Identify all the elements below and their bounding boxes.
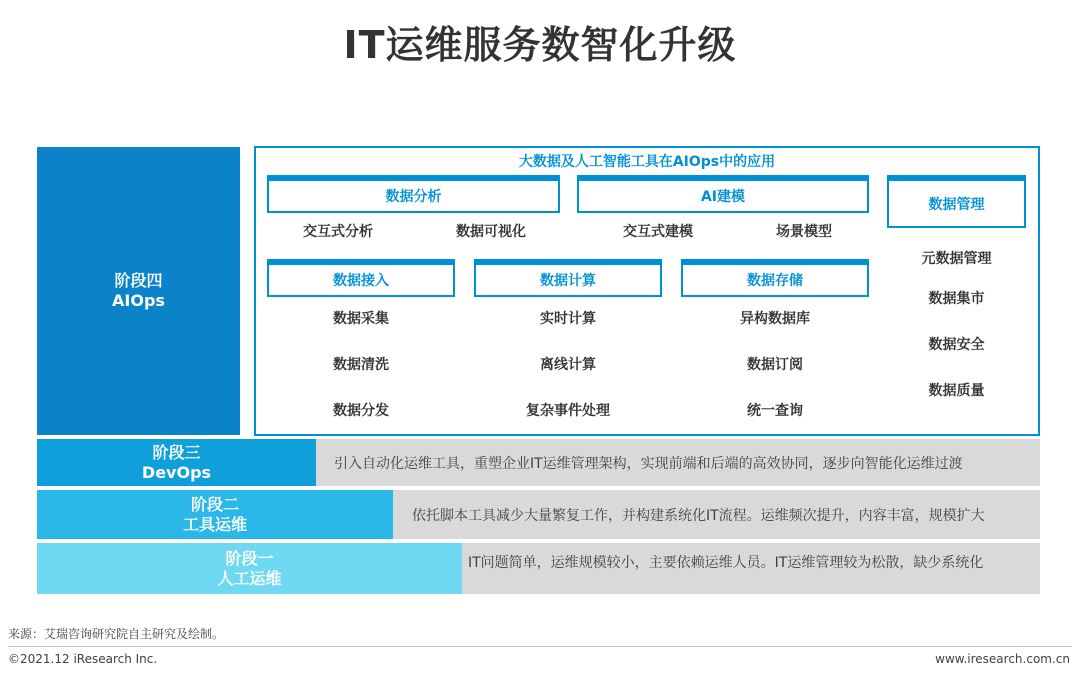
website-link[interactable]: www.iresearch.com.cn — [935, 652, 1070, 666]
stage4-label — [37, 147, 240, 435]
data-compute-item: 离线计算 — [540, 357, 596, 373]
stage1-label-line1: 阶段一 — [225, 548, 274, 568]
page-title: IT运维服务数智化升级 — [343, 23, 737, 67]
data-management-item: 数据安全 — [928, 337, 985, 353]
ai-modeling-item: 交互式建模 — [623, 224, 693, 240]
stage2-label-line1: 阶段二 — [190, 494, 239, 514]
copyright: ©2021.12 iResearch Inc. — [8, 652, 158, 666]
stage4-label-line2: AIOps — [112, 291, 165, 310]
data-storage-item: 统一查询 — [747, 403, 803, 419]
stage4-label-line1: 阶段四 — [114, 271, 163, 290]
data-compute-item: 实时计算 — [540, 311, 596, 327]
stage3-description: 引入自动化运维工具，重塑企业IT运维管理架构，实现前端和后端的高效协同，逐步向智能化运维过渡 — [316, 439, 1040, 486]
stage2-label-line2: 工具运维 — [182, 514, 247, 534]
data-compute-header: 数据计算 — [474, 259, 662, 297]
stage3-label-line1: 阶段三 — [152, 442, 201, 462]
ai-modeling-header: AI建模 — [577, 175, 869, 213]
stage3-label — [37, 439, 316, 486]
stage2-description: 依托脚本工具减少大量繁复工作，并构建系统化IT流程。运维频次提升，内容丰富，规模扩大 — [393, 490, 1040, 539]
data-access-item: 数据采集 — [333, 311, 389, 327]
stage1-label-line2: 人工运维 — [217, 568, 282, 588]
ai-modeling-item: 场景模型 — [776, 224, 832, 240]
footer-divider — [8, 646, 1072, 647]
data-analysis-header: 数据分析 — [267, 175, 560, 213]
data-compute-item: 复杂事件处理 — [526, 403, 610, 419]
data-storage-header: 数据存储 — [681, 259, 869, 297]
data-analysis-item: 数据可视化 — [456, 224, 526, 240]
data-access-item: 数据分发 — [333, 403, 389, 419]
stage1-label — [37, 543, 462, 594]
stage1-description: IT问题简单，运维规模较小，主要依赖运维人员。IT运维管理较为松散，缺少系统化 — [462, 543, 1040, 594]
data-management-item: 数据质量 — [928, 383, 985, 399]
data-storage-item: 数据订阅 — [747, 357, 803, 373]
data-management-item: 元数据管理 — [921, 251, 992, 267]
data-management-header: 数据管理 — [887, 175, 1026, 228]
stage3-label-line2: DevOps — [141, 462, 212, 482]
data-management-item: 数据集市 — [928, 291, 985, 307]
source-note: 来源：艾瑞咨询研究院自主研究及绘制。 — [8, 627, 225, 641]
stage2-label — [37, 490, 393, 539]
data-access-header: 数据接入 — [267, 259, 455, 297]
data-analysis-item: 交互式分析 — [303, 224, 373, 240]
data-storage-item: 异构数据库 — [740, 311, 810, 327]
aiops-panel-title: 大数据及人工智能工具在AIOps中的应用 — [518, 154, 776, 170]
data-access-item: 数据清洗 — [333, 357, 389, 373]
